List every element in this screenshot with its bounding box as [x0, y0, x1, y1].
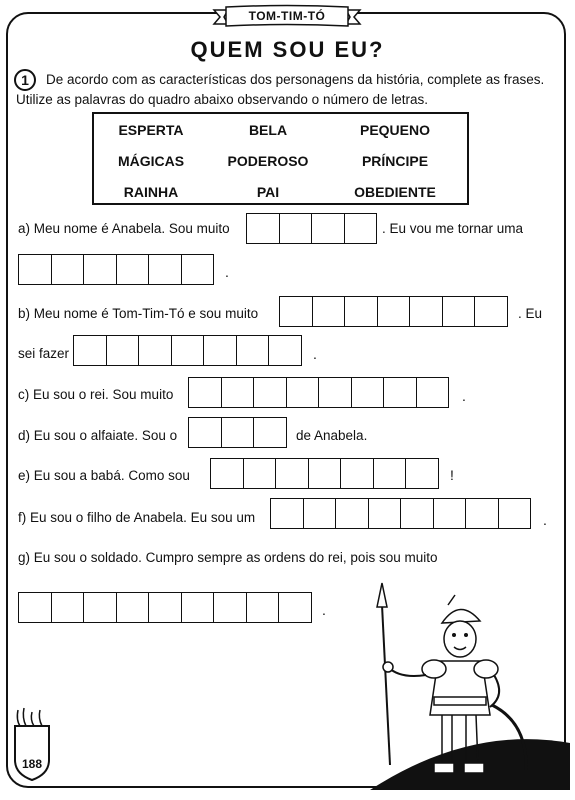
letter-cell[interactable]	[189, 377, 222, 408]
letter-cell[interactable]	[222, 417, 255, 448]
letter-cell[interactable]	[309, 458, 342, 489]
letter-cell[interactable]	[172, 335, 205, 366]
sentence-d-text-2: de Anabela.	[296, 428, 368, 443]
answer-boxes-b-2[interactable]	[73, 335, 302, 366]
sentence-a-text: a) Meu nome é Anabela. Sou muito	[18, 221, 230, 236]
word-bank-item: PEQUENO	[359, 122, 430, 138]
letter-cell[interactable]	[378, 296, 411, 327]
answer-boxes-c[interactable]	[188, 377, 449, 408]
word-bank-item: PODEROSO	[227, 153, 309, 169]
period: .	[462, 388, 466, 404]
answer-boxes-e[interactable]	[210, 458, 439, 489]
letter-cell[interactable]	[244, 458, 277, 489]
period: .	[322, 602, 326, 618]
letter-cell[interactable]	[247, 213, 280, 244]
letter-cell[interactable]	[254, 417, 287, 448]
word-bank-item: MÁGICAS	[117, 153, 185, 169]
sentence-e-text: e) Eu sou a babá. Como sou	[18, 468, 190, 483]
sentence-d-text: d) Eu sou o alfaiate. Sou o	[18, 428, 178, 443]
letter-cell[interactable]	[434, 498, 467, 529]
letter-cell[interactable]	[345, 213, 378, 244]
answer-boxes-b-1[interactable]	[279, 296, 508, 327]
letter-cell[interactable]	[336, 498, 369, 529]
letter-cell[interactable]	[204, 335, 237, 366]
letter-cell[interactable]	[313, 296, 346, 327]
period: .	[313, 346, 317, 362]
answer-boxes-f[interactable]	[270, 498, 531, 529]
word-bank-item: BELA	[248, 122, 288, 138]
letter-cell[interactable]	[410, 296, 443, 327]
letter-cell[interactable]	[74, 335, 107, 366]
letter-cell[interactable]	[247, 592, 280, 623]
answer-boxes-a-1[interactable]	[246, 213, 377, 244]
period: .	[225, 264, 229, 280]
word-bank-item: ESPERTA	[118, 122, 184, 138]
letter-cell[interactable]	[222, 377, 255, 408]
question-number: 1	[14, 69, 36, 91]
letter-cell[interactable]	[466, 498, 499, 529]
letter-cell[interactable]	[237, 335, 270, 366]
letter-cell[interactable]	[352, 377, 385, 408]
word-bank-item: PRÍNCIPE	[361, 153, 429, 169]
letter-cell[interactable]	[369, 498, 402, 529]
sentence-g-text: g) Eu sou o soldado. Cumpro sempre as ordens do rei, pois sou muito	[18, 550, 438, 565]
letter-cell[interactable]	[254, 377, 287, 408]
letter-cell[interactable]	[52, 254, 85, 285]
letter-cell[interactable]	[84, 592, 117, 623]
instruction-line-1: De acordo com as características dos personagens da história, complete as frases.	[46, 72, 545, 87]
letter-cell[interactable]	[443, 296, 476, 327]
answer-boxes-a-2[interactable]	[18, 254, 214, 285]
letter-cell[interactable]	[287, 377, 320, 408]
banner-title: TOM-TIM-TÓ	[248, 9, 326, 23]
letter-cell[interactable]	[269, 335, 302, 366]
letter-cell[interactable]	[84, 254, 117, 285]
letter-cell[interactable]	[345, 296, 378, 327]
letter-cell[interactable]	[19, 254, 52, 285]
letter-cell[interactable]	[149, 254, 182, 285]
letter-cell[interactable]	[211, 458, 244, 489]
letter-cell[interactable]	[214, 592, 247, 623]
sentence-b-text: b) Meu nome é Tom-Tim-Tó e sou muito	[18, 306, 259, 321]
letter-cell[interactable]	[139, 335, 172, 366]
letter-cell[interactable]	[417, 377, 450, 408]
letter-cell[interactable]	[271, 498, 304, 529]
letter-cell[interactable]	[189, 417, 222, 448]
letter-cell[interactable]	[276, 458, 309, 489]
letter-cell[interactable]	[384, 377, 417, 408]
letter-cell[interactable]	[312, 213, 345, 244]
exclamation-mark: !	[450, 467, 454, 483]
letter-cell[interactable]	[19, 592, 52, 623]
letter-cell[interactable]	[475, 296, 508, 327]
soldier-illustration	[330, 575, 570, 790]
answer-boxes-g[interactable]	[18, 592, 312, 623]
sentence-a-text-2: . Eu vou me tornar uma	[382, 221, 524, 236]
letter-cell[interactable]	[401, 498, 434, 529]
letter-cell[interactable]	[149, 592, 182, 623]
letter-cell[interactable]	[52, 592, 85, 623]
letter-cell[interactable]	[304, 498, 337, 529]
letter-cell[interactable]	[406, 458, 439, 489]
sentence-f-text: f) Eu sou o filho de Anabela. Eu sou um	[18, 510, 256, 525]
word-bank-item: OBEDIENTE	[354, 184, 436, 200]
letter-cell[interactable]	[279, 592, 312, 623]
letter-cell[interactable]	[341, 458, 374, 489]
letter-cell[interactable]	[499, 498, 532, 529]
period: .	[543, 512, 547, 528]
letter-cell[interactable]	[117, 254, 150, 285]
letter-cell[interactable]	[374, 458, 407, 489]
letter-cell[interactable]	[319, 377, 352, 408]
letter-cell[interactable]	[117, 592, 150, 623]
sentence-b-text-2: . Eu	[518, 306, 543, 321]
word-bank-item: RAINHA	[123, 184, 179, 200]
answer-boxes-d[interactable]	[188, 417, 287, 448]
instruction-line-2: Utilize as palavras do quadro abaixo observando o número de letras.	[16, 92, 428, 107]
sentence-b-text-3: sei fazer	[18, 346, 70, 361]
letter-cell[interactable]	[107, 335, 140, 366]
page-title: QUEM SOU EU?	[190, 37, 385, 62]
page-number: 188	[21, 757, 43, 771]
letter-cell[interactable]	[182, 254, 215, 285]
sentence-c-text: c) Eu sou o rei. Sou muito	[18, 387, 174, 402]
word-bank-item: PAI	[256, 184, 280, 200]
letter-cell[interactable]	[182, 592, 215, 623]
letter-cell[interactable]	[280, 213, 313, 244]
letter-cell[interactable]	[280, 296, 313, 327]
